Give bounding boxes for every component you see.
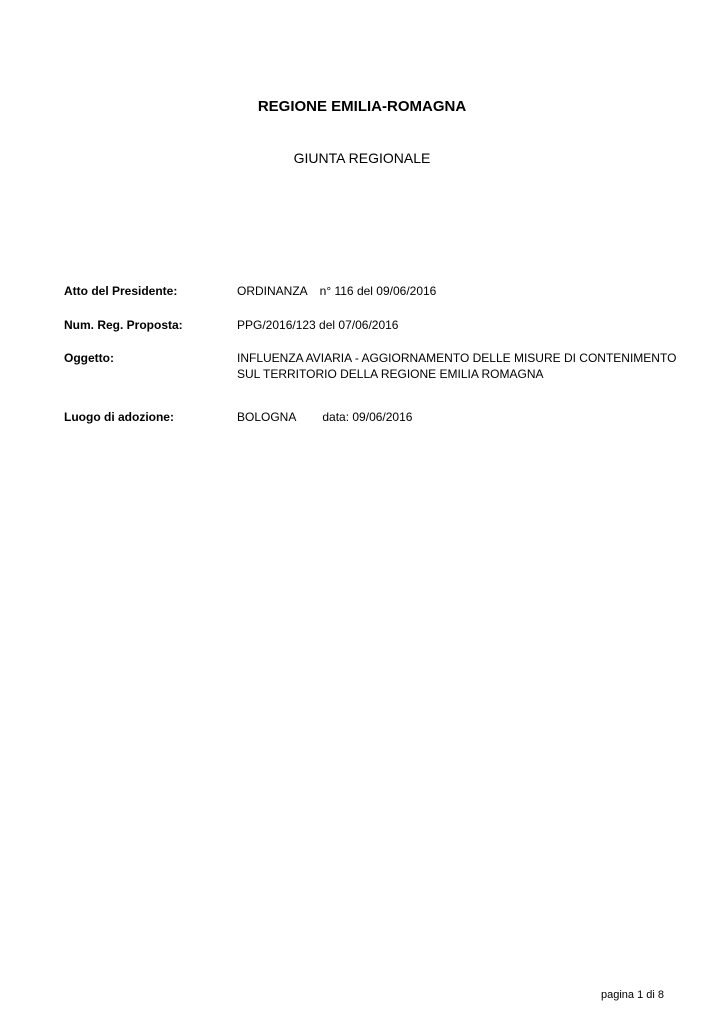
luogo-date: data: 09/06/2016 [322,410,413,424]
page-title: REGIONE EMILIA-ROMAGNA [257,98,467,115]
page-number: pagina 1 di 8 [601,989,664,1001]
oggetto-label: Oggetto: [64,351,114,365]
atto-label: Atto del Presidente: [64,284,178,298]
atto-number: n° 116 del 09/06/2016 [319,284,437,298]
luogo-place: BOLOGNA [237,410,297,424]
oggetto-line-1: INFLUENZA AVIARIA - AGGIORNAMENTO DELLE MISURE DI CONTENIMENTO [237,351,677,365]
num-reg-label: Num. Reg. Proposta: [64,318,183,332]
oggetto-line-2: SUL TERRITORIO DELLA REGIONE EMILIA ROMAGNA [237,367,544,381]
oggetto-value [237,350,676,382]
luogo-value [237,409,412,425]
atto-type: ORDINANZA [237,284,308,298]
atto-value [237,283,436,299]
luogo-label: Luogo di adozione: [64,410,174,424]
num-reg-value: PPG/2016/123 del 07/06/2016 [237,318,399,332]
page-subtitle: GIUNTA REGIONALE [293,150,431,166]
